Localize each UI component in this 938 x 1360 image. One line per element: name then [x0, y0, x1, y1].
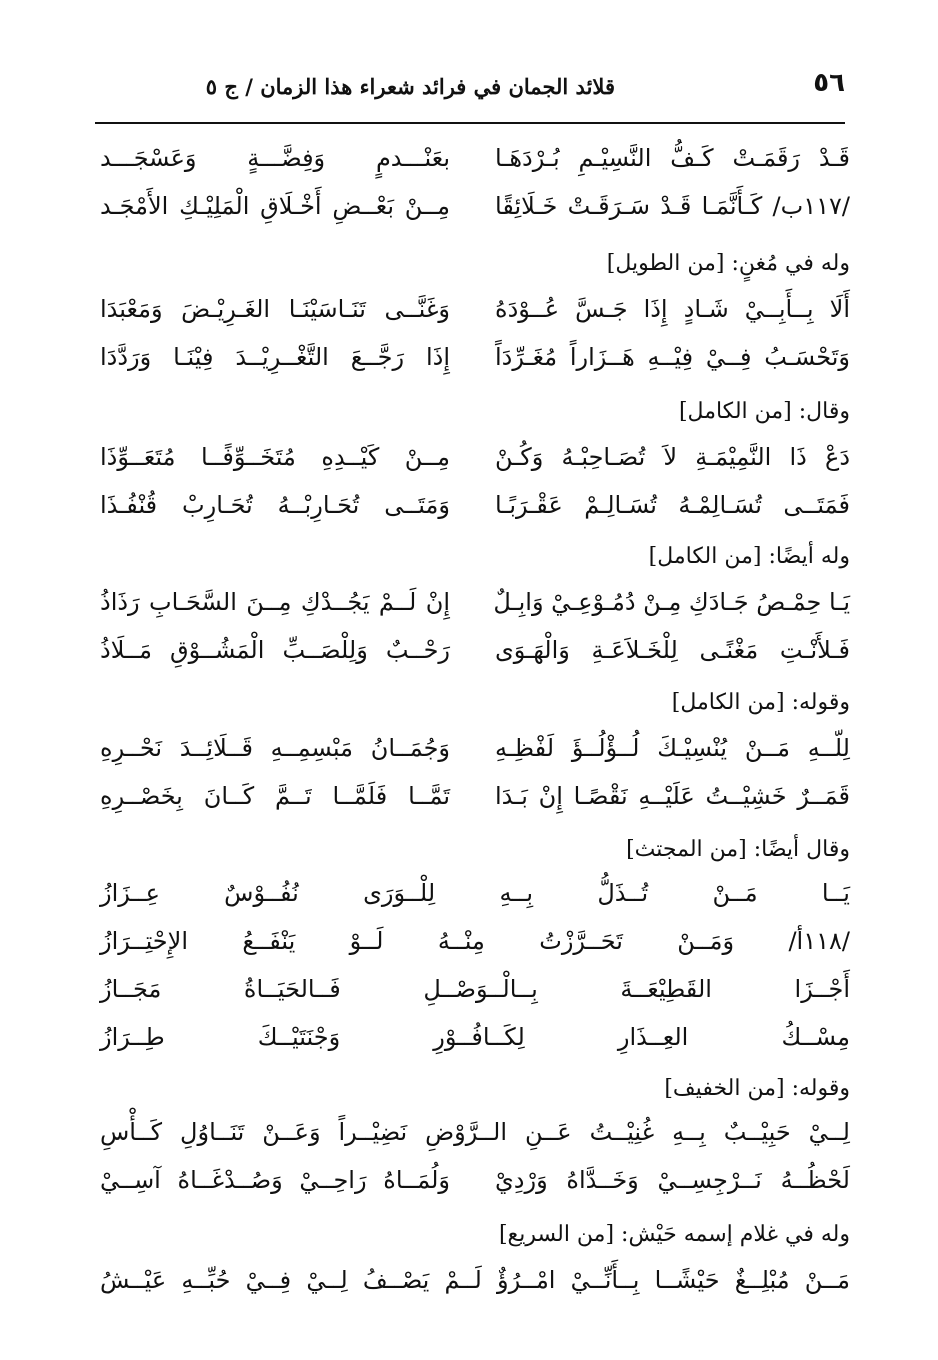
running-title: قلائد الجمان في فرائد شعراء هذا الزمان / ج ٥ [205, 74, 615, 99]
verse-first-hemistich: قَمَــرٌ خَشِيْــتُ عَلَيْــهِ نَقْصًـا إِنْ بَـدَا [495, 782, 850, 810]
verse-line [95, 183, 850, 229]
verse-second-hemistich: إِنْ لَــمْ يَجُــدْكِ مِــنَ السَّحَـابِ رَذَاذُ [100, 588, 450, 616]
header-rule [95, 122, 845, 124]
verse-first-hemistich: لِلّــهِ مَــنْ يُنْسِيْـكَ لُــؤْلُــؤَ لَفْظِـهِ [495, 734, 850, 762]
poem-intro: وقوله: [من الخفيف] [664, 1076, 850, 1101]
verse-second-hemistich: مِــنْ بَعْــضِ أَخْـلَاقِ الْمَلِيْـكِ الأَمْجَـد [100, 192, 450, 220]
poem-intro: وله أيضًا: [من الكامل] [648, 544, 850, 569]
poem-intro: وقال أيضًا: [من المجتث] [626, 837, 850, 862]
page-header [95, 68, 845, 108]
poem-intro: وقوله: [من الكامل] [671, 690, 850, 715]
verse-line-full: يَــا مَــنْ تُــذَلُّ بِــهِ لِلْــوَرَى نُفُــوْسٌ عِــزَازُ [100, 879, 850, 907]
verse-first-hemistich: /١١٧ب/ كَـأَنَّمَـا قَـدْ سَـرَقَـتْ خَـلَائِقًا [495, 192, 850, 220]
verse-line-full: لِــيْ حَبِيْــبٌ بِــهِ غُنِيْــتُ عَــنِ الــرَّوْضِ نَضِيْــراً وَعَــنْ تَنَــاوُلِ كَــأْسِ [100, 1118, 850, 1146]
verse-first-hemistich: فَـلأَنْـتِ مَغْنًـى لِلْخَـلاَعَـةِ وَالْهَـوَى [495, 636, 850, 664]
verse-second-hemistich: وَجُمَــانُ مَبْسِمِــهِ قَــلَائِــدَ نَحْــرِهِ [100, 734, 450, 762]
verse-line [95, 579, 850, 625]
verse-line-full: مِسْــكُ العِــذَارِ لِكَــافُــوْرِ وَجْنَتَيْــكَ طِــرَازُ [100, 1023, 850, 1051]
poem-intro: وله في مُغنٍ: [من الطويل] [606, 251, 850, 276]
verse-first-hemistich: قَـدْ رَقَمَـتْ كَـفُّ النَّسِيْـمِ بُـرْدَهَـا [495, 144, 850, 172]
verse-line [95, 773, 850, 819]
verse-line [95, 482, 850, 528]
verse-line [95, 627, 850, 673]
verse-line [95, 334, 850, 380]
page-number: ٥٦ [813, 68, 845, 98]
verse-first-hemistich: يَـا حِمْـصُ جَـادَكِ مِـنْ دُمُـوْعِـيْ وَابِـلٌ [493, 588, 850, 616]
verse-line [95, 434, 850, 480]
verse-second-hemistich: وَغَنَّــى تَنَـاسَيْنَـا الغَـرِيْـضَ وَمَعْبَدَا [100, 295, 450, 323]
verse-line [95, 1157, 850, 1203]
verse-line [95, 135, 850, 181]
verse-first-hemistich: دَعْ ذَا النَّمِيْمَـةِ لاَ تُصَـاحِبْـهُ وَكُـنْ [495, 443, 850, 471]
verse-second-hemistich: بعَنْـــدمٍ وَفِضَّـــةٍ وَعَسْجَـــد [100, 144, 450, 172]
verse-first-hemistich: فَمَتَــى تُسَـالِمْـهُ تُسَـالِـمْ عَقْـرَبًـا [495, 491, 850, 519]
verse-first-hemistich: وَتَحْسَـبُ فِــيْ فِيْــهِ هَــزَاراً مُغَـرِّدَاً [495, 343, 850, 371]
verse-second-hemistich: إِذَا رَجَّــعَ التَّغْــرِيْــدَ فِيْنَـا وَرَدَّدَا [100, 343, 450, 371]
verse-line [95, 725, 850, 771]
verse-second-hemistich: رَحْــبٌ وَلِلْصَــبِّ الْمَشُــوْقِ مَــلَاذُ [100, 636, 450, 664]
verse-second-hemistich: مِــنْ كَيْــدِهِ مُتَخَــوِّفًــا مُتَعَــوِّذَا [100, 443, 450, 471]
poem-intro: وله في غلام إسمه حَيْش: [من السريع] [498, 1222, 850, 1247]
verse-second-hemistich: تَمَّــا فَلَمَّــا تَــمَّ كَــانَ بِخَصْــرِهِ [100, 782, 450, 810]
verse-line [95, 286, 850, 332]
verse-line-full: مَــنْ مُبْلِــغٌ حَيْشًــا بِــأَنِّــيْ امْــرُؤٌ لَــمْ يَصْــفُ لِــيْ فِــيْ حُبِّــهِ عَيْــشُ [100, 1266, 850, 1294]
verse-second-hemistich: وَلُمَــاهُ رَاحِــيْ وَصُــدْغَــاهُ آسِــيْ [100, 1166, 450, 1194]
verse-first-hemistich: لَحْظُــهُ نَــرْجِسِــيْ وَخَــدَّاهُ وَرْدِيْ [495, 1166, 850, 1194]
verse-first-hemistich: أَلَا بِــأَبِــيْ شَـادٍ إِذَا جَـسَّ عُــوْدَهُ [495, 295, 850, 323]
poem-intro: وقال: [من الكامل] [678, 399, 850, 424]
verse-second-hemistich: وَمَتَــى تُحَـارِبْــهُ تُحَـارِبْ قُنْفُـذَا [100, 491, 450, 519]
verse-line-full: /١١٨أ/ وَمَــنْ تَحَــرَّزْتُ مِنْــهُ لَــوْ يَنْفَــعُ الإِحْتِــرَازُ [100, 927, 850, 955]
verse-line-full: أَجْــزَا القَطِيْعَــةَ بِــالْــوَصْــلِ فَــالحَيَــاةُ مَجَــازُ [100, 975, 850, 1003]
